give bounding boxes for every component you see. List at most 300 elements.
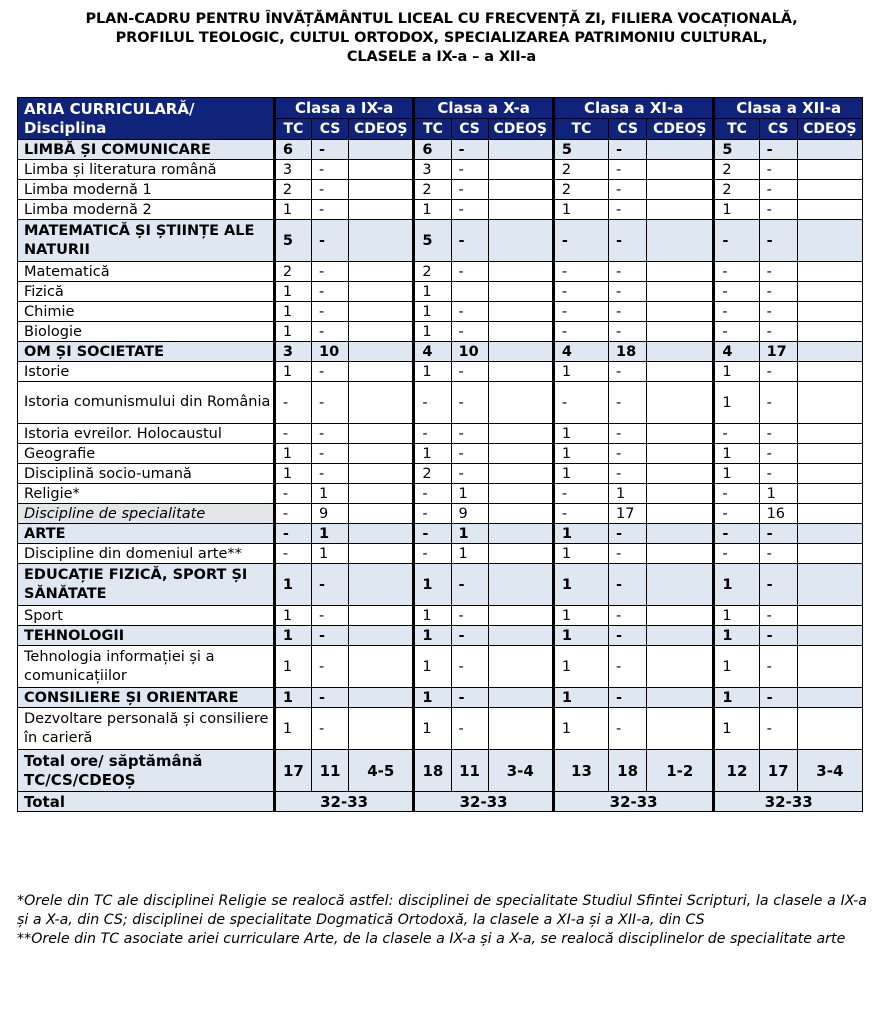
value-cell: - <box>609 262 647 282</box>
value-cell: - <box>714 220 759 262</box>
value-cell: 1 <box>274 444 311 464</box>
value-cell: - <box>609 140 647 160</box>
value-cell: 1 <box>553 626 608 646</box>
value-cell: - <box>312 464 349 484</box>
value-cell <box>797 362 862 382</box>
value-cell: - <box>312 444 349 464</box>
table-row <box>18 424 863 444</box>
value-cell: 1 <box>414 646 451 688</box>
value-cell: 1 <box>553 464 608 484</box>
value-cell: 1 <box>414 322 451 342</box>
value-cell <box>797 262 862 282</box>
value-cell <box>647 524 714 544</box>
value-cell: - <box>414 504 451 524</box>
value-cell: 1 <box>414 282 451 302</box>
value-cell: 3-4 <box>797 750 862 792</box>
value-cell <box>349 464 414 484</box>
table-row <box>18 484 863 504</box>
value-cell: 9 <box>451 504 488 524</box>
value-cell: - <box>451 626 488 646</box>
discipline-name: Limba modernă 2 <box>18 200 275 220</box>
value-cell: - <box>451 424 488 444</box>
value-cell <box>797 646 862 688</box>
value-cell <box>647 688 714 708</box>
value-cell: 5 <box>714 140 759 160</box>
value-cell: - <box>759 220 797 262</box>
value-cell <box>488 322 553 342</box>
value-cell <box>797 524 862 544</box>
value-cell: 1 <box>414 564 451 606</box>
value-cell: 1 <box>714 626 759 646</box>
value-cell: - <box>553 302 608 322</box>
title-line-1: PLAN-CADRU PENTRU ÎNVĂȚĂMÂNTUL LICEAL CU FRECVENȚĂ ZI, FILIERA VOCAȚIONALĂ, <box>85 11 798 27</box>
header-sub-tc: TC <box>553 119 608 140</box>
value-cell: - <box>714 524 759 544</box>
value-cell: - <box>609 524 647 544</box>
value-cell: 1 <box>414 444 451 464</box>
value-cell <box>647 708 714 750</box>
value-cell <box>647 646 714 688</box>
area-name: TEHNOLOGII <box>18 626 275 646</box>
table-row <box>18 646 863 688</box>
value-cell: 1 <box>714 564 759 606</box>
value-cell <box>488 708 553 750</box>
value-cell: - <box>451 302 488 322</box>
value-cell: 1 <box>274 282 311 302</box>
value-cell: - <box>553 282 608 302</box>
grand-total-value: 32-33 <box>553 792 714 812</box>
value-cell: - <box>274 504 311 524</box>
value-cell: 1 <box>414 200 451 220</box>
value-cell: - <box>759 424 797 444</box>
value-cell: - <box>312 322 349 342</box>
value-cell: - <box>609 606 647 626</box>
value-cell: - <box>312 382 349 424</box>
value-cell: - <box>759 444 797 464</box>
value-cell: 6 <box>414 140 451 160</box>
value-cell: 1 <box>274 302 311 322</box>
value-cell <box>488 424 553 444</box>
value-cell: 1 <box>553 646 608 688</box>
value-cell: - <box>312 626 349 646</box>
value-cell: - <box>274 382 311 424</box>
value-cell <box>349 544 414 564</box>
value-cell: - <box>609 160 647 180</box>
value-cell <box>797 382 862 424</box>
value-cell: - <box>451 262 488 282</box>
value-cell: - <box>312 302 349 322</box>
value-cell: 1 <box>714 606 759 626</box>
value-cell: - <box>312 200 349 220</box>
value-cell <box>349 606 414 626</box>
value-cell <box>488 302 553 322</box>
value-cell: - <box>609 688 647 708</box>
value-cell: - <box>312 646 349 688</box>
value-cell: - <box>759 180 797 200</box>
grand-total-value: 32-33 <box>414 792 553 812</box>
value-cell: 2 <box>274 262 311 282</box>
discipline-name: Disciplină socio-umană <box>18 464 275 484</box>
value-cell: 4 <box>714 342 759 362</box>
value-cell: 4-5 <box>349 750 414 792</box>
value-cell <box>797 626 862 646</box>
value-cell <box>349 688 414 708</box>
discipline-name: Dezvoltare personală și consiliere în carieră <box>18 708 275 750</box>
value-cell <box>797 140 862 160</box>
value-cell <box>647 200 714 220</box>
value-cell: - <box>414 484 451 504</box>
value-cell: 1 <box>414 362 451 382</box>
area-row <box>18 688 863 708</box>
value-cell: 1 <box>274 322 311 342</box>
value-cell: - <box>759 302 797 322</box>
value-cell: 1 <box>714 708 759 750</box>
table-row <box>18 302 863 322</box>
value-cell: - <box>312 282 349 302</box>
value-cell: - <box>609 646 647 688</box>
value-cell: - <box>451 646 488 688</box>
value-cell: 1 <box>312 524 349 544</box>
value-cell <box>349 282 414 302</box>
value-cell: 17 <box>274 750 311 792</box>
value-cell <box>647 220 714 262</box>
value-cell: 3-4 <box>488 750 553 792</box>
value-cell: 2 <box>553 180 608 200</box>
value-cell: - <box>312 262 349 282</box>
table-row <box>18 444 863 464</box>
value-cell: 4 <box>414 342 451 362</box>
footnote-religie: *Orele din TC ale disciplinei Religie se realocă astfel: disciplinei de specialitate Studiul Sfintei Scripturi, la clasele a IX-a și a X-a, din CS; disciplinei de specialitate Dogmatică Ortodoxă, la clasele a XI-a și a XII-a, din CS <box>17 893 867 928</box>
table-row <box>18 708 863 750</box>
value-cell <box>349 646 414 688</box>
value-cell <box>488 606 553 626</box>
discipline-name: Chimie <box>18 302 275 322</box>
area-row <box>18 220 863 262</box>
value-cell <box>488 626 553 646</box>
value-cell: 1 <box>414 302 451 322</box>
value-cell <box>647 262 714 282</box>
value-cell: - <box>759 160 797 180</box>
discipline-name: Religie* <box>18 484 275 504</box>
value-cell: 1 <box>553 524 608 544</box>
value-cell <box>349 220 414 262</box>
value-cell: 18 <box>609 750 647 792</box>
value-cell <box>797 302 862 322</box>
value-cell: - <box>451 322 488 342</box>
header-sub-tc: TC <box>274 119 311 140</box>
value-cell <box>488 524 553 544</box>
value-cell: 2 <box>414 262 451 282</box>
header-aria-label: ARIA CURRICULARĂ/ <box>24 99 195 118</box>
value-cell: 1 <box>414 688 451 708</box>
value-cell <box>349 262 414 282</box>
value-cell: - <box>759 282 797 302</box>
value-cell: - <box>451 382 488 424</box>
value-cell <box>488 362 553 382</box>
value-cell: - <box>759 544 797 564</box>
table-row <box>18 322 863 342</box>
value-cell: 1-2 <box>647 750 714 792</box>
header-sub-cdeos: CDEOȘ <box>797 119 862 140</box>
value-cell: 13 <box>553 750 608 792</box>
value-cell: - <box>451 200 488 220</box>
value-cell <box>797 322 862 342</box>
table-row <box>18 262 863 282</box>
value-cell <box>349 382 414 424</box>
value-cell: 1 <box>714 646 759 688</box>
value-cell: - <box>714 282 759 302</box>
value-cell <box>488 200 553 220</box>
value-cell <box>647 444 714 464</box>
header-class-11: Clasa a XI-a <box>553 98 714 119</box>
value-cell <box>349 362 414 382</box>
value-cell: - <box>451 564 488 606</box>
value-cell: 3 <box>274 160 311 180</box>
value-cell <box>349 564 414 606</box>
value-cell <box>797 220 862 262</box>
value-cell: 1 <box>609 484 647 504</box>
value-cell <box>488 220 553 262</box>
value-cell: 5 <box>274 220 311 262</box>
value-cell: 11 <box>312 750 349 792</box>
value-cell: - <box>609 200 647 220</box>
value-cell <box>349 708 414 750</box>
header-row-classes <box>18 98 863 119</box>
value-cell <box>488 262 553 282</box>
header-aria-disciplina <box>18 98 275 140</box>
value-cell: 17 <box>759 750 797 792</box>
grand-total-value: 32-33 <box>274 792 414 812</box>
value-cell: 1 <box>714 200 759 220</box>
table-row <box>18 464 863 484</box>
value-cell: - <box>414 524 451 544</box>
value-cell: 9 <box>312 504 349 524</box>
value-cell: - <box>553 322 608 342</box>
table-body <box>18 140 863 812</box>
value-cell <box>797 484 862 504</box>
value-cell <box>349 160 414 180</box>
value-cell <box>647 322 714 342</box>
value-cell: 1 <box>759 484 797 504</box>
header-sub-tc: TC <box>414 119 451 140</box>
discipline-name: Sport <box>18 606 275 626</box>
value-cell <box>797 200 862 220</box>
value-cell <box>349 180 414 200</box>
value-cell: 18 <box>414 750 451 792</box>
discipline-name: Tehnologia informației și a comunicațiilor <box>18 646 275 688</box>
title-line-3: CLASELE a IX-a – a XII-a <box>346 49 537 65</box>
value-cell: - <box>714 504 759 524</box>
value-cell: 1 <box>451 524 488 544</box>
value-cell: 10 <box>451 342 488 362</box>
header-sub-cs: CS <box>451 119 488 140</box>
area-name: EDUCAȚIE FIZICĂ, SPORT ȘI SĂNĂTATE <box>18 564 275 606</box>
area-name: ARTE <box>18 524 275 544</box>
value-cell: - <box>759 524 797 544</box>
value-cell <box>349 140 414 160</box>
value-cell: - <box>609 362 647 382</box>
value-cell <box>488 444 553 464</box>
value-cell: 5 <box>553 140 608 160</box>
discipline-name: Discipline din domeniul arte** <box>18 544 275 564</box>
area-name: CONSILIERE ȘI ORIENTARE <box>18 688 275 708</box>
value-cell: - <box>274 484 311 504</box>
value-cell <box>647 362 714 382</box>
value-cell <box>647 606 714 626</box>
value-cell <box>488 282 553 302</box>
value-cell: - <box>759 382 797 424</box>
value-cell: 1 <box>553 200 608 220</box>
value-cell: - <box>312 564 349 606</box>
value-cell: - <box>451 220 488 262</box>
value-cell <box>647 484 714 504</box>
value-cell: 3 <box>274 342 311 362</box>
value-cell: 1 <box>274 564 311 606</box>
value-cell <box>797 464 862 484</box>
value-cell: 1 <box>274 688 311 708</box>
header-sub-cs: CS <box>759 119 797 140</box>
value-cell <box>488 342 553 362</box>
area-row <box>18 342 863 362</box>
value-cell: 2 <box>714 180 759 200</box>
value-cell: - <box>451 444 488 464</box>
value-cell <box>349 626 414 646</box>
value-cell <box>647 544 714 564</box>
value-cell <box>488 180 553 200</box>
value-cell: - <box>312 180 349 200</box>
value-cell: 1 <box>274 646 311 688</box>
value-cell: - <box>759 140 797 160</box>
value-cell: 1 <box>312 544 349 564</box>
value-cell <box>647 504 714 524</box>
discipline-name: Istorie <box>18 362 275 382</box>
value-cell <box>488 564 553 606</box>
value-cell <box>797 424 862 444</box>
value-cell: 1 <box>553 544 608 564</box>
value-cell: 1 <box>274 362 311 382</box>
value-cell: 1 <box>714 362 759 382</box>
value-cell <box>797 160 862 180</box>
area-name: MATEMATICĂ ȘI ȘTIINȚE ALE NATURII <box>18 220 275 262</box>
discipline-name: Istoria comunismului din România <box>18 382 275 424</box>
value-cell: 1 <box>714 688 759 708</box>
value-cell <box>647 464 714 484</box>
value-cell: - <box>759 564 797 606</box>
value-cell: - <box>609 424 647 444</box>
header-sub-tc: TC <box>714 119 759 140</box>
value-cell: 1 <box>414 606 451 626</box>
header-class-10: Clasa a X-a <box>414 98 553 119</box>
area-row <box>18 524 863 544</box>
value-cell: - <box>312 140 349 160</box>
discipline-name: Geografie <box>18 444 275 464</box>
value-cell: 1 <box>553 424 608 444</box>
value-cell: - <box>609 444 647 464</box>
value-cell: 1 <box>274 708 311 750</box>
value-cell: - <box>714 484 759 504</box>
discipline-name: Fizică <box>18 282 275 302</box>
value-cell: - <box>451 606 488 626</box>
value-cell: - <box>609 544 647 564</box>
table-row <box>18 282 863 302</box>
value-cell: 1 <box>714 382 759 424</box>
value-cell <box>797 444 862 464</box>
table-row <box>18 606 863 626</box>
value-cell <box>647 626 714 646</box>
value-cell: - <box>414 544 451 564</box>
area-name: Total ore/ săptămână TC/CS/CDEOȘ <box>18 750 275 792</box>
grand-total-row <box>18 792 863 812</box>
document-title <box>0 10 883 67</box>
value-cell: - <box>714 262 759 282</box>
value-cell: - <box>759 322 797 342</box>
value-cell: - <box>759 606 797 626</box>
area-row <box>18 564 863 606</box>
value-cell <box>349 484 414 504</box>
value-cell: - <box>414 424 451 444</box>
grand-total-label: Total <box>18 792 275 812</box>
discipline-name: Limba modernă 1 <box>18 180 275 200</box>
value-cell <box>797 180 862 200</box>
value-cell: - <box>553 262 608 282</box>
value-cell <box>488 504 553 524</box>
value-cell: - <box>759 708 797 750</box>
value-cell: - <box>759 464 797 484</box>
value-cell: - <box>759 362 797 382</box>
header-sub-cs: CS <box>609 119 647 140</box>
value-cell <box>647 564 714 606</box>
value-cell <box>349 342 414 362</box>
value-cell <box>349 504 414 524</box>
value-cell: 1 <box>451 544 488 564</box>
value-cell: - <box>714 302 759 322</box>
value-cell: 12 <box>714 750 759 792</box>
header-sub-cdeos: CDEOȘ <box>349 119 414 140</box>
value-cell: 2 <box>553 160 608 180</box>
discipline-name: Biologie <box>18 322 275 342</box>
value-cell: - <box>609 564 647 606</box>
value-cell: - <box>553 484 608 504</box>
value-cell <box>647 382 714 424</box>
header-class-9: Clasa a IX-a <box>274 98 414 119</box>
value-cell: 1 <box>714 444 759 464</box>
value-cell <box>488 688 553 708</box>
value-cell: 11 <box>451 750 488 792</box>
value-cell <box>797 606 862 626</box>
discipline-name: Istoria evreilor. Holocaustul <box>18 424 275 444</box>
value-cell: 1 <box>312 484 349 504</box>
value-cell: - <box>451 180 488 200</box>
value-cell: - <box>759 200 797 220</box>
value-cell: 18 <box>609 342 647 362</box>
value-cell: 1 <box>274 626 311 646</box>
title-line-2: PROFILUL TEOLOGIC, CULTUL ORTODOX, SPECIALIZAREA PATRIMONIU CULTURAL, <box>115 30 768 46</box>
table-row <box>18 160 863 180</box>
value-cell: 1 <box>414 626 451 646</box>
value-cell: - <box>553 504 608 524</box>
value-cell <box>349 524 414 544</box>
value-cell: 5 <box>414 220 451 262</box>
value-cell <box>349 302 414 322</box>
area-name: LIMBĂ ȘI COMUNICARE <box>18 140 275 160</box>
value-cell: - <box>451 464 488 484</box>
value-cell: 1 <box>553 564 608 606</box>
grand-total-value: 32-33 <box>714 792 863 812</box>
value-cell: - <box>312 606 349 626</box>
discipline-name: Limba și literatura română <box>18 160 275 180</box>
value-cell: 1 <box>414 708 451 750</box>
value-cell: 2 <box>414 180 451 200</box>
